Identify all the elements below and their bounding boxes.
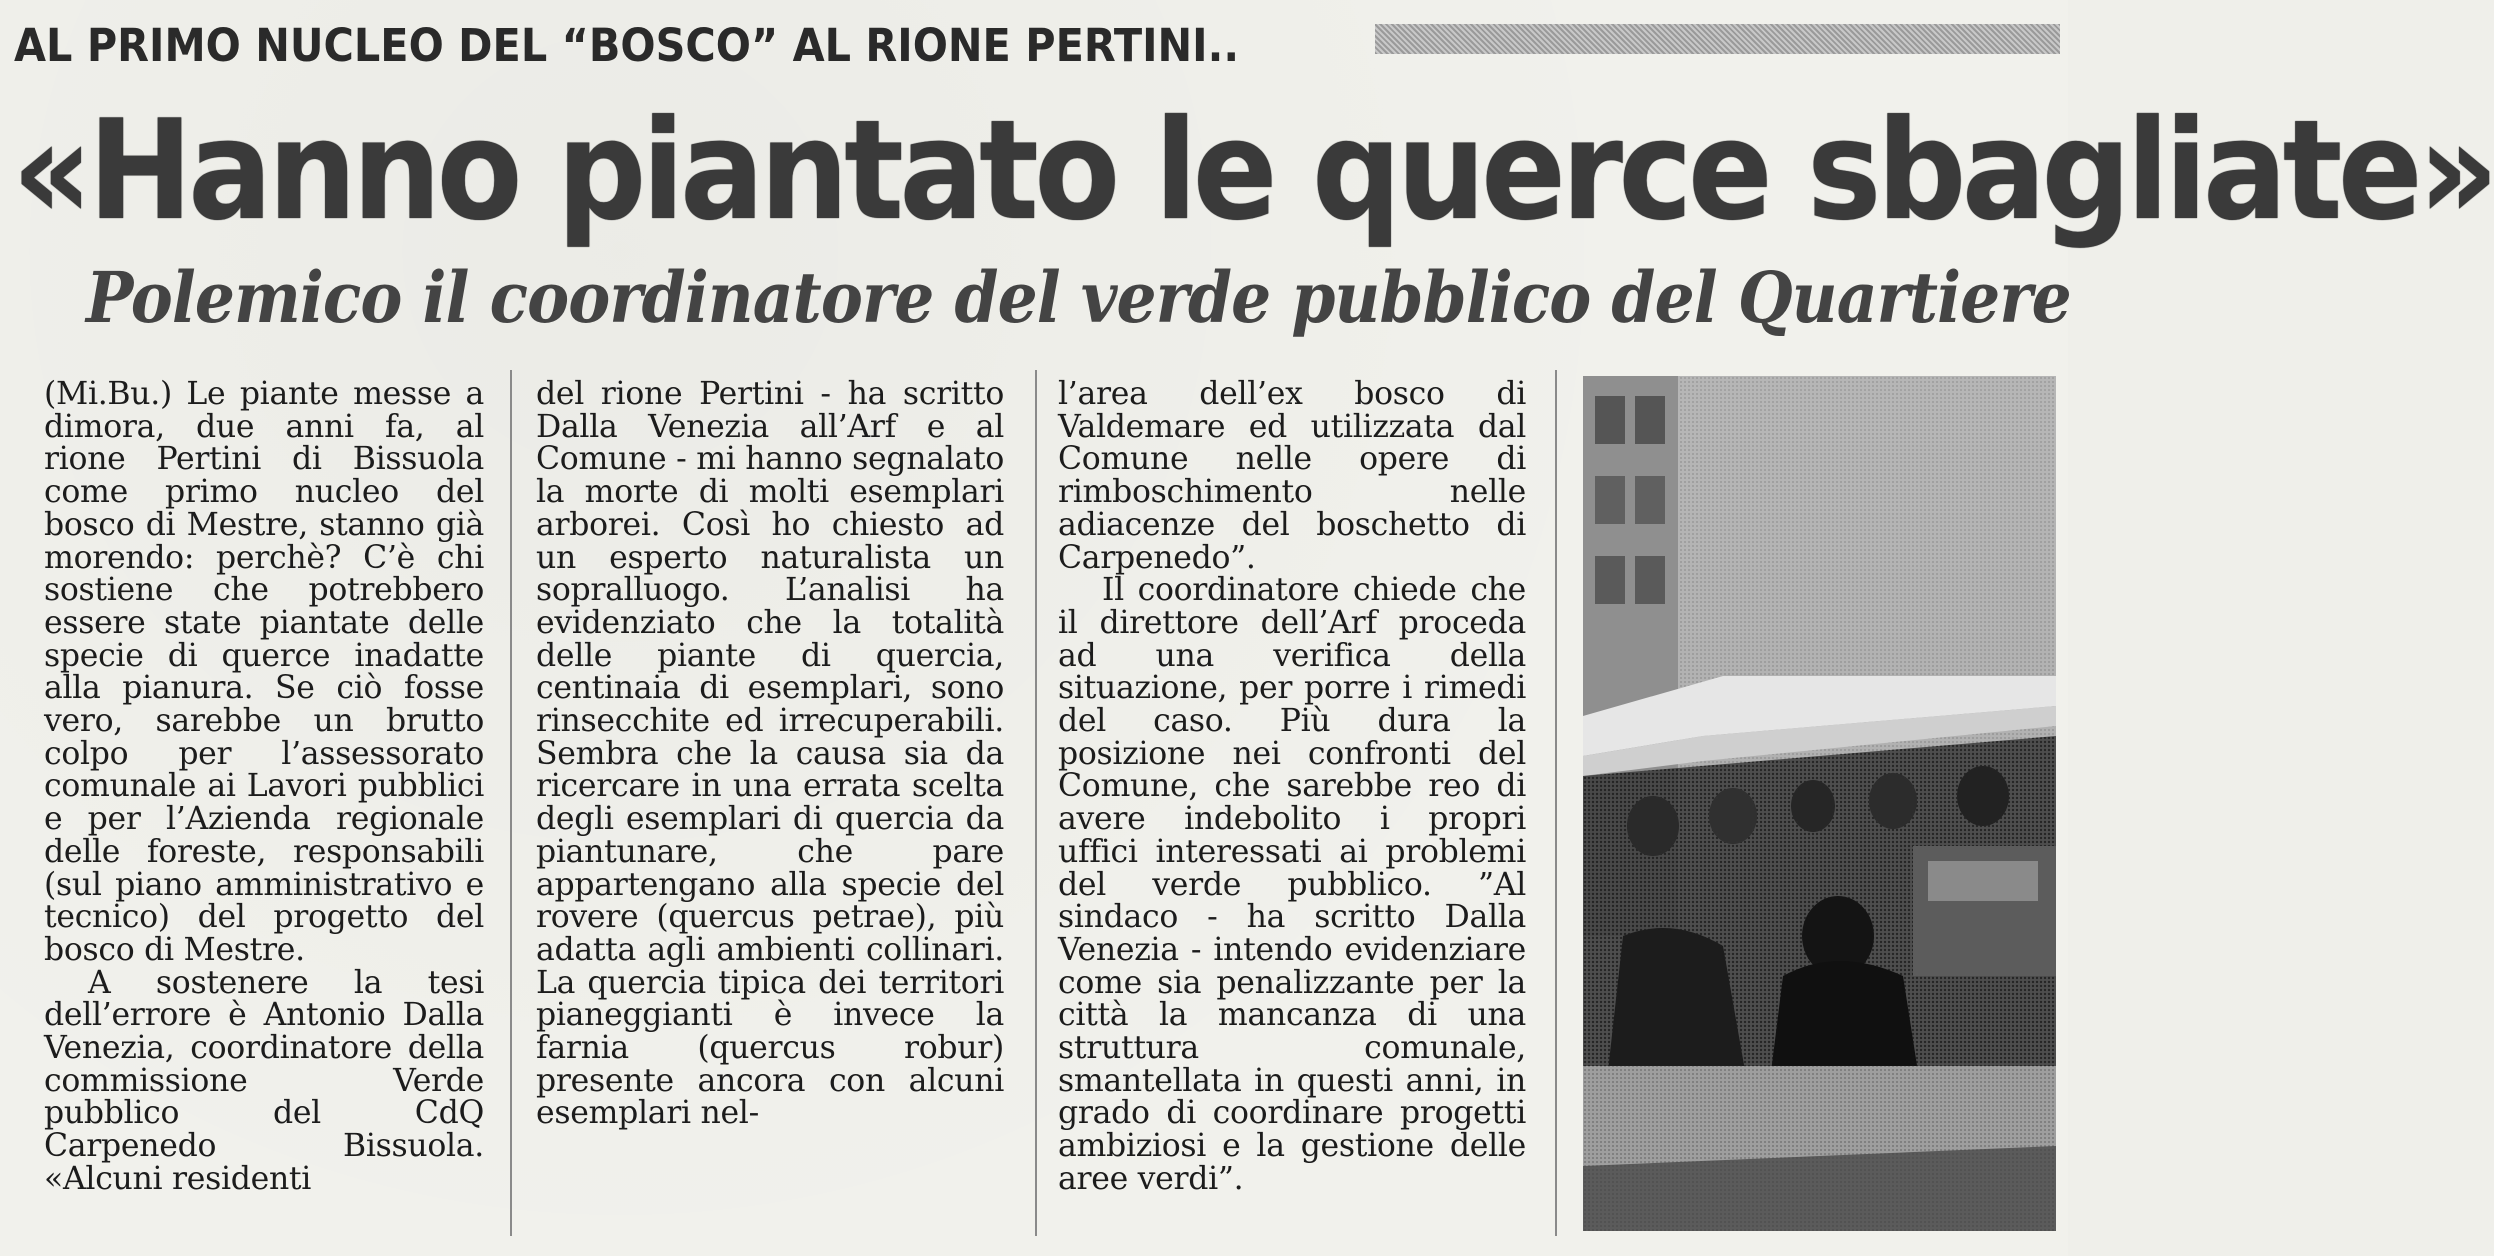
article-paragraph: (Mi.Bu.) Le piante messe a dimora, due anni fa, al rione Pertini di Bissuola come primo nucleo del bosco di Mestre, stanno già morendo: perchè? C’è chi sostiene che potrebbero essere state piantate delle specie di querce inadatte alla pianura. Se ciò fosse vero, sarebbe un brutto colpo per l’assessorato comunale ai Lavori pubblici e per l’Azienda regionale delle foreste, responsabili (sul piano amministrativo e tecnico) del progetto del bosco di Mestre. [44,376,484,968]
kicker-rule [1375,24,2060,54]
article-column-1 [44,378,484,1196]
article-paragraph: l’area dell’ex bosco di Valdemare ed utilizzata dal Comune nelle opere di rimboschimento nelle adiacenze del boschetto di Carpenedo”. [1058,376,1526,576]
article-paragraph: del rione Pertini - ha scritto Dalla Venezia all’Arf e al Comune - mi hanno segnalato la morte di molti esemplari arborei. Così ho chiesto ad un esperto naturalista un sopralluogo. L’analisi ha evidenziato che la totalità delle piante di quercia, centinaia di esemplari, sono rinsecchite ed irrecuperabili. Sembra che la causa sia da ricercare in una errata scelta degli esemplari di quercia da piantunare, che pare appartengano alla specie del rovere (quercus petrae), più adatta agli ambienti collinari. La quercia tipica dei territori pianeggianti è invece la farnia (quercus robur) presente ancora con alcuni esemplari nel- [536,376,1004,1132]
subheadline: Polemico il coordinatore del verde pubblico del Quartiere [86,256,2071,339]
column-divider [510,370,512,1236]
article-column-3 [1058,378,1526,1196]
article-paragraph: Il coordinatore chiede che il direttore dell’Arf proceda ad una verifica della situazione, per porre i rimedi del caso. Più dura la posizione nei confronti del Comune, che sarebbe reo di avere indebolito i propri uffici interessati ai problemi del verde pubblico. ”Al sindaco - ha scritto Dalla Venezia - intendo evidenziare come sia penalizzante per la città la mancanza di una struttura comunale, smantellata in questi anni, in grado di coordinare progetti ambiziosi e la gestione delle aree verdi”. [1058,572,1526,1197]
headline: «Hanno piantato le querce sbagliate» [12,90,2494,251]
kicker: AL PRIMO NUCLEO DEL “BOSCO” AL RIONE PERTINI.. [14,19,1240,72]
article-column-2 [536,378,1004,1130]
article-paragraph: A sostenere la tesi dell’errore è Antonio Dalla Venezia, coordinatore della commissione Verde pubblico del CdQ Carpenedo Bissuola. «Alcuni residenti [44,964,484,1197]
news-photo [1583,376,2056,1231]
column-divider [1035,370,1037,1236]
column-divider [1555,370,1557,1236]
